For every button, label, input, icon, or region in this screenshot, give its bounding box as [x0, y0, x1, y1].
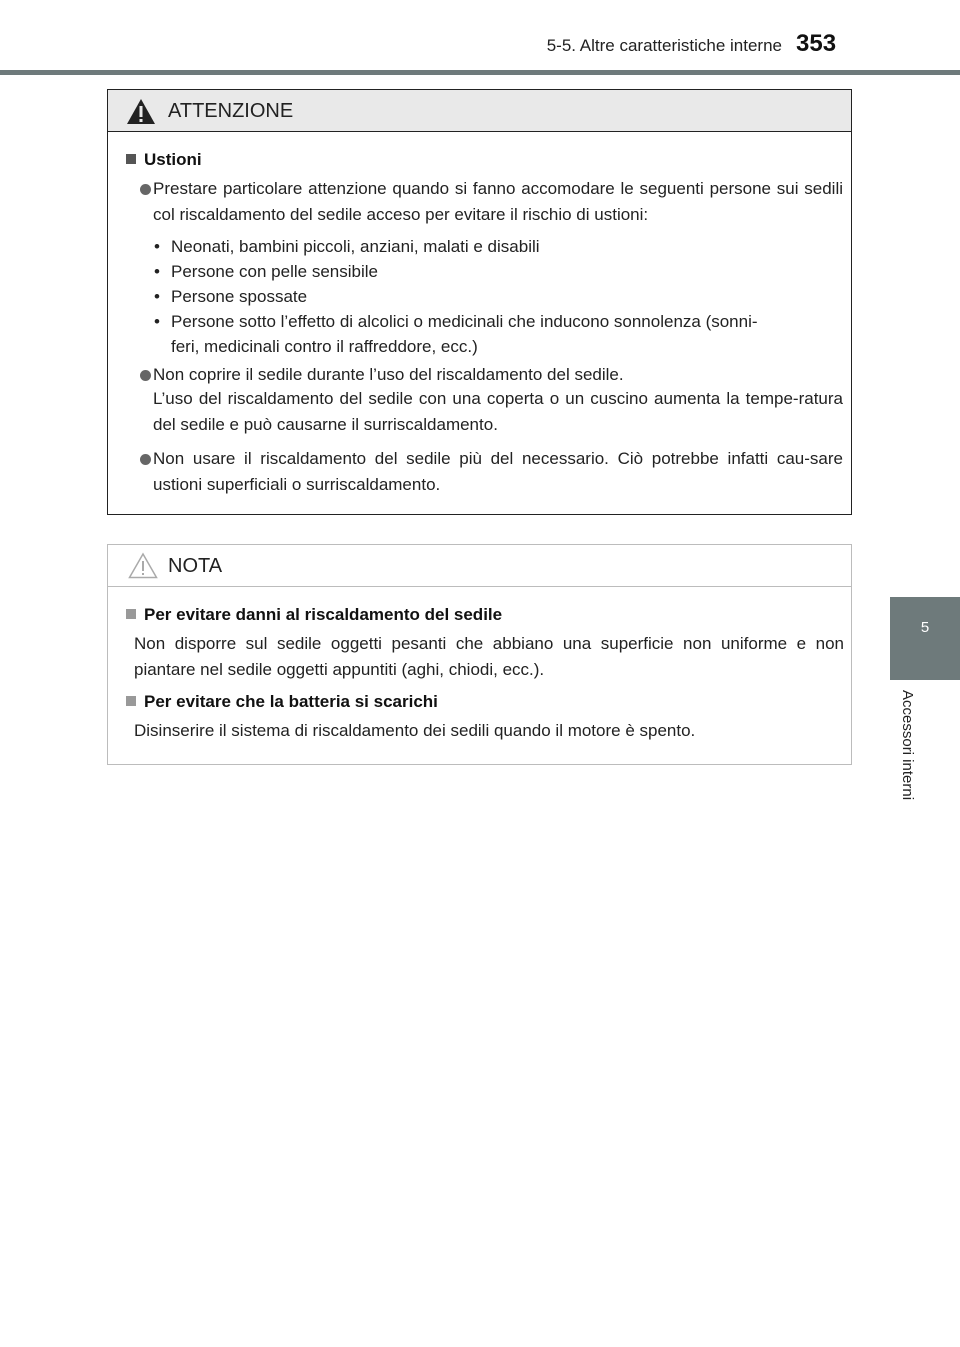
note-box — [107, 544, 852, 765]
bullet-text: Neonati, bambini piccoli, anziani, malati e disabili — [171, 237, 540, 256]
section-title-text: Ustioni — [144, 150, 202, 169]
header-rule — [0, 70, 960, 75]
section-title-ustioni — [126, 150, 202, 170]
caution-triangle-outline-icon — [128, 552, 158, 579]
chapter-number: 5 — [920, 619, 930, 636]
warning-item-2-line1: Non coprire il sedile durante l’uso del riscaldamento del sedile. — [153, 365, 624, 384]
note-box-title: NOTA — [168, 555, 223, 577]
chapter-label: Accessori interni — [899, 690, 916, 801]
warning-box-header — [108, 90, 851, 132]
warning-triangle-icon — [126, 98, 156, 125]
note-section-2-title — [126, 692, 438, 712]
square-bullet-icon — [126, 696, 136, 706]
warning-box-title: ATTENZIONE — [168, 100, 294, 122]
warning-box — [107, 89, 852, 515]
bullet-item: • Persone sotto l’effetto di alcolici o medicinali che inducono sonnolenza (sonni- — [154, 312, 758, 331]
round-bullet-icon — [140, 454, 151, 465]
bullet-item: • Persone con pelle sensibile — [154, 262, 378, 281]
bullet-text: Persone sotto l’effetto di alcolici o medicinali che inducono sonnolenza (sonni- — [171, 312, 758, 331]
page-number: 353 — [796, 30, 837, 57]
round-bullet-icon — [140, 184, 151, 195]
note-box-header — [108, 545, 851, 587]
bullet-item-continuation — [154, 334, 844, 359]
round-bullet-icon — [140, 370, 151, 381]
note-section-2-text: Disinserire il sistema di riscaldamento dei sedili quando il motore è spento. — [134, 721, 696, 740]
chapter-tab[interactable] — [890, 597, 960, 680]
square-bullet-icon — [126, 609, 136, 619]
square-bullet-icon — [126, 154, 136, 164]
note-section-1-title — [126, 605, 502, 625]
bullet-item: • Neonati, bambini piccoli, anziani, malati e disabili — [154, 237, 540, 256]
note-section-1-text: Non disporre sul sedile oggetti pesanti che abbiano una superficie non uniforme e non piantare nel sedile oggetti appuntiti (aghi, chiodi, ecc.). — [134, 634, 844, 679]
section-title-text: Per evitare danni al riscaldamento del sedile — [144, 605, 503, 624]
header-section-title: 5-5. Altre caratteristiche interne — [546, 36, 782, 55]
bullet-text: feri, medicinali contro il raffreddore, ecc.) — [171, 337, 478, 356]
section-title-text: Per evitare che la batteria si scarichi — [144, 692, 438, 711]
warning-item-2-line2: L’uso del riscaldamento del sedile con una coperta o un cuscino aumenta la tempe-ratura del sedile e può causarne il surriscaldamento. — [153, 389, 843, 434]
bullet-text: Persone spossate — [171, 287, 308, 306]
warning-item-1: Prestare particolare attenzione quando si fanno accomodare le seguenti persone sui sedili col riscaldamento del sedile acceso per evitare il rischio di ustioni: — [153, 179, 843, 224]
warning-item-3: Non usare il riscaldamento del sedile più del necessario. Ciò potrebbe infatti cau-sare ustioni superficiali o surriscaldamento. — [153, 449, 843, 494]
bullet-item: • Persone spossate — [154, 287, 308, 306]
bullet-text: Persone con pelle sensibile — [171, 262, 378, 281]
